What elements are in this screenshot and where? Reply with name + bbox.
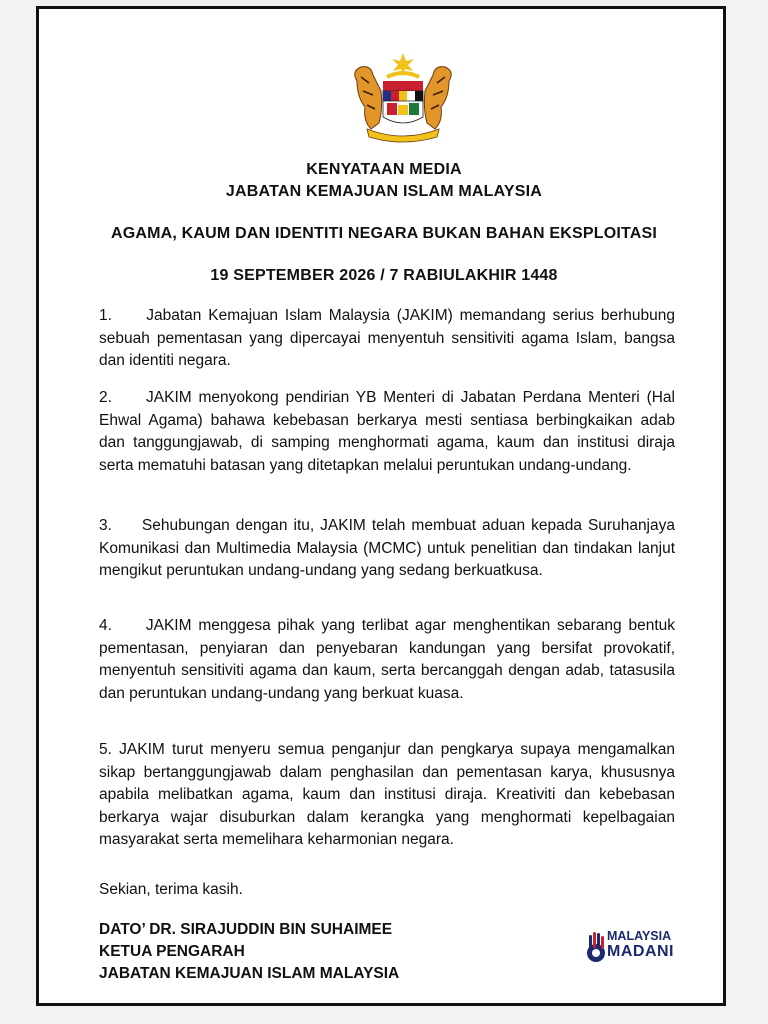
- malaysia-madani-logo: [585, 929, 681, 967]
- closing-remark: Sekian, terima kasih.: [99, 881, 243, 898]
- paragraph-3: 3. Sehubungan dengan itu, JAKIM telah membuat aduan kepada Suruhanjaya Komunikasi dan Multimedia Malaysia (MCMC) untuk penelitian dan tindakan lanjut mengikut peruntukan undang-undang yang sedang berkuatkusa.: [99, 517, 675, 579]
- paragraph-4: 4. JAKIM menggesa pihak yang terlibat agar menghentikan sebarang bentuk pementasan, penyiaran dan penyebaran kandungan yang bersifat provokatif, menyentuh sensitiviti agama dan kaum, serta bercanggah dengan adab, tatasusila dan peruntukan undang-undang yang berkuat kuasa.: [99, 617, 675, 702]
- signatory-position: KETUA PENGARAH: [99, 943, 245, 960]
- heading-media-statement: KENYATAAN MEDIA: [306, 161, 462, 178]
- heading-department: JABATAN KEMAJUAN ISLAM MALAYSIA: [225, 183, 543, 200]
- madani-line-2: MADANI: [607, 943, 674, 960]
- malaysia-coat-of-arms-icon: [347, 51, 459, 143]
- signatory-name: DATO’ DR. SIRAJUDDIN BIN SUHAIMEE: [99, 921, 393, 938]
- statement-title: AGAMA, KAUM DAN IDENTITI NEGARA BUKAN BAHAN EKSPLOITASI: [110, 225, 658, 242]
- madani-hands-icon: [585, 929, 607, 965]
- paragraph-2: 2. JAKIM menyokong pendirian YB Menteri di Jabatan Perdana Menteri (Hal Ehwal Agama) bahawa kebebasan berkarya mesti sentiasa berbingkaikan adab dan tanggungjawab, di samping menghormati agama, kaum dan institusi diraja serta mematuhi batasan yang ditetapkan melalui peruntukan undang-undang.: [99, 389, 675, 474]
- paragraph-5: 5. JAKIM turut menyeru semua penganjur dan pengkarya supaya mengamalkan sikap bertanggungjawab dalam penghasilan dan pementasan karya, khususnya apabila melibatkan agama, kaum dan institusi diraja. Kreativiti dan kebebasan berkarya wajar disuburkan dalam kerangka yang menghormati kepelbagaian masyarakat serta memelihara keharmonian negara.: [99, 741, 675, 848]
- paragraph-1: 1. Jabatan Kemajuan Islam Malaysia (JAKIM) memandang serius berhubung sebuah pementasan yang dipercayai menyentuh sensitiviti agama Islam, bangsa dan identiti negara.: [99, 307, 675, 369]
- madani-line-1: MALAYSIA: [607, 929, 672, 943]
- signatory-department: JABATAN KEMAJUAN ISLAM MALAYSIA: [99, 965, 400, 982]
- statement-date: 19 SEPTEMBER 2026 / 7 RABIULAKHIR 1448: [210, 267, 558, 284]
- document-page: [36, 6, 726, 1006]
